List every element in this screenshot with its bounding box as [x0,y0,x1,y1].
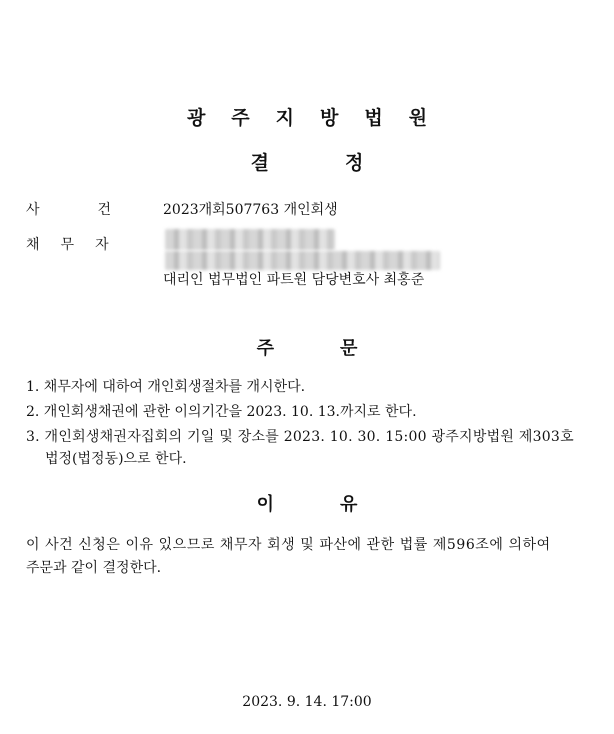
reason-line-1: 이 사건 신청은 이유 있으므로 채무자 회생 및 파산에 관한 법률 제596조에 의하여 [26,537,551,553]
redacted-debtor-name [165,229,335,250]
debtor-agent: 대리인 법무법인 파트원 담당변호사 최홍준 [163,272,425,288]
case-number: 2023개회507763 개인회생 [163,202,338,218]
order-title: 주문 [256,338,424,359]
decision-date: 2023. 9. 14. 17:00 [242,694,372,710]
case-label: 사 건 [26,202,112,218]
order-item-2: 2. 개인회생채권에 관한 이의기간을 2023. 10. 13.까지로 한다. [26,404,417,420]
document-title: 결정 [250,152,440,174]
order-item-1: 1. 채무자에 대하여 개인회생절차를 개시한다. [26,379,306,395]
order-item-3-cont: 법정(법정동)으로 한다. [45,451,187,467]
debtor-label: 채 무 자 [26,237,109,253]
reason-line-2: 주문과 같이 결정한다. [26,560,162,576]
order-item-3: 3. 개인회생채권자집회의 기일 및 장소를 2023. 10. 30. 15:00 광주지방법원 제303호 [26,429,574,445]
court-name: 광주지방법원 [186,107,454,129]
redacted-debtor-address [165,251,440,270]
reason-title: 이유 [256,494,424,515]
